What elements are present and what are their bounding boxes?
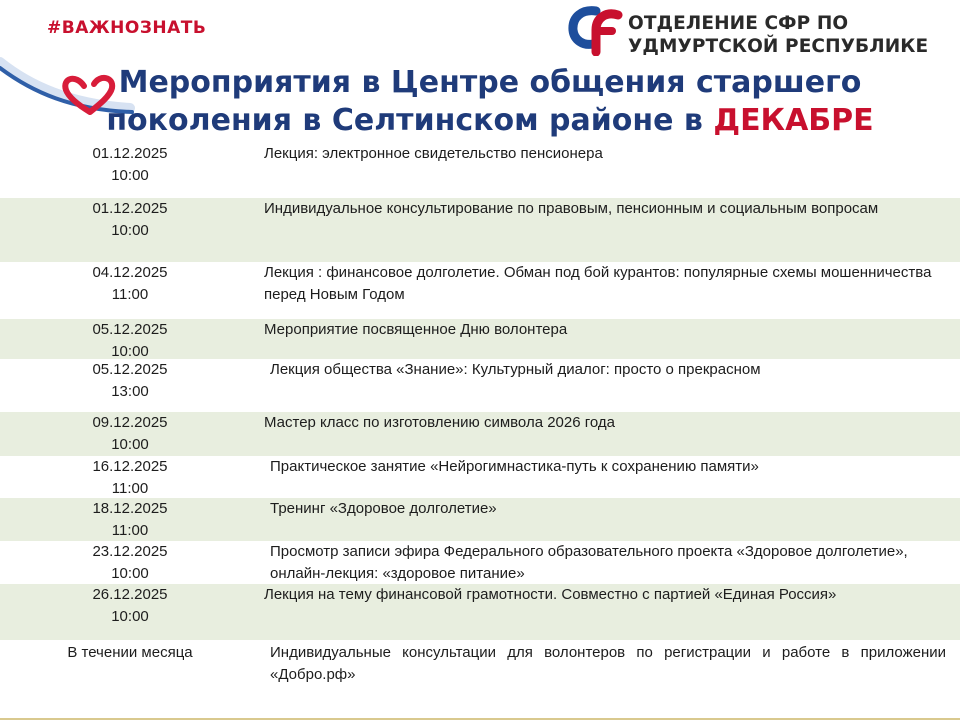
event-datetime [60,541,200,585]
event-description: Лекция: электронное свидетельство пенсионера [264,145,603,162]
event-datetime [60,584,200,628]
event-date: 26.12.2025 [92,586,168,603]
org-name-line1: ОТДЕЛЕНИЕ СФР ПО [628,13,849,34]
org-name [628,12,928,58]
event-row [0,262,960,319]
event-datetime [60,498,200,542]
event-date: 23.12.2025 [92,543,168,560]
event-datetime [60,359,200,403]
event-description: Индивидуальное консультирование по правовым, пенсионным и социальным вопросам [264,200,879,217]
event-time: 11:00 [111,286,149,303]
title-line-2 [60,102,920,140]
event-datetime [60,143,200,187]
event-date: 01.12.2025 [92,145,168,162]
event-row [0,359,960,412]
event-description: Лекция на тему финансовой грамотности. Совместно с партией «Единая Россия» [264,586,837,603]
event-row [0,456,960,498]
event-date: 16.12.2025 [92,458,168,475]
event-description: Мероприятие посвященное Дню волонтера [264,321,568,338]
event-datetime [60,319,200,363]
event-time: 10:00 [111,436,149,453]
event-time: 10:00 [111,608,149,625]
event-time: 11:00 [111,480,149,497]
event-date: 04.12.2025 [92,264,168,281]
sfr-brand-block [566,6,946,58]
event-date: В течении месяца [67,644,193,661]
event-description: Мастер класс по изготовлению символа 2026 года [264,414,615,431]
event-datetime [60,198,200,242]
event-row [0,541,960,584]
hashtag-label: #ВАЖНОЗНАТЬ [47,18,207,38]
event-description: Лекция : финансовое долголетие. Обман под бой курантов: популярные схемы мошенничества перед Новым Годом [264,264,932,303]
event-date: 05.12.2025 [92,361,168,378]
title-month-accent: ДЕКАБРЕ [713,103,874,138]
event-date: 09.12.2025 [92,414,168,431]
event-description: Тренинг «Здоровое долголетие» [270,500,497,517]
event-time: 10:00 [111,343,149,360]
event-time: 13:00 [111,383,149,400]
event-description: Практическое занятие «Нейрогимнастика-путь к сохранению памяти» [270,458,759,475]
event-description: Просмотр записи эфира Федерального образовательного проекта «Здоровое долголетие», онлайн-лекция: «здоровое питание» [270,543,908,582]
event-row [0,319,960,359]
event-datetime [40,642,220,664]
sfr-logo-icon [566,6,624,56]
event-description: Индивидуальные консультации для волонтеров по регистрации и работе в приложении «Добро.рф» [270,644,946,683]
event-row [0,412,960,456]
event-row [0,640,960,700]
title-line-1: Мероприятия в Центре общения старшего [118,65,862,100]
event-datetime [60,412,200,456]
event-time: 10:00 [111,222,149,239]
event-row [0,584,960,640]
event-row [0,143,960,198]
events-schedule [0,143,960,700]
event-datetime [60,262,200,306]
event-time: 10:00 [111,565,149,582]
event-description: Лекция общества «Знание»: Культурный диалог: просто о прекрасном [270,361,761,378]
event-time: 11:00 [111,522,149,539]
event-time: 10:00 [111,167,149,184]
page-title [60,64,920,140]
event-date: 01.12.2025 [92,200,168,217]
event-date: 05.12.2025 [92,321,168,338]
event-date: 18.12.2025 [92,500,168,517]
event-row [0,498,960,541]
event-datetime [60,456,200,500]
title-line-2-text: поколения в Селтинском районе в [106,103,714,138]
event-row [0,198,960,262]
org-name-line2: УДМУРТСКОЙ РЕСПУБЛИКЕ [628,36,929,57]
